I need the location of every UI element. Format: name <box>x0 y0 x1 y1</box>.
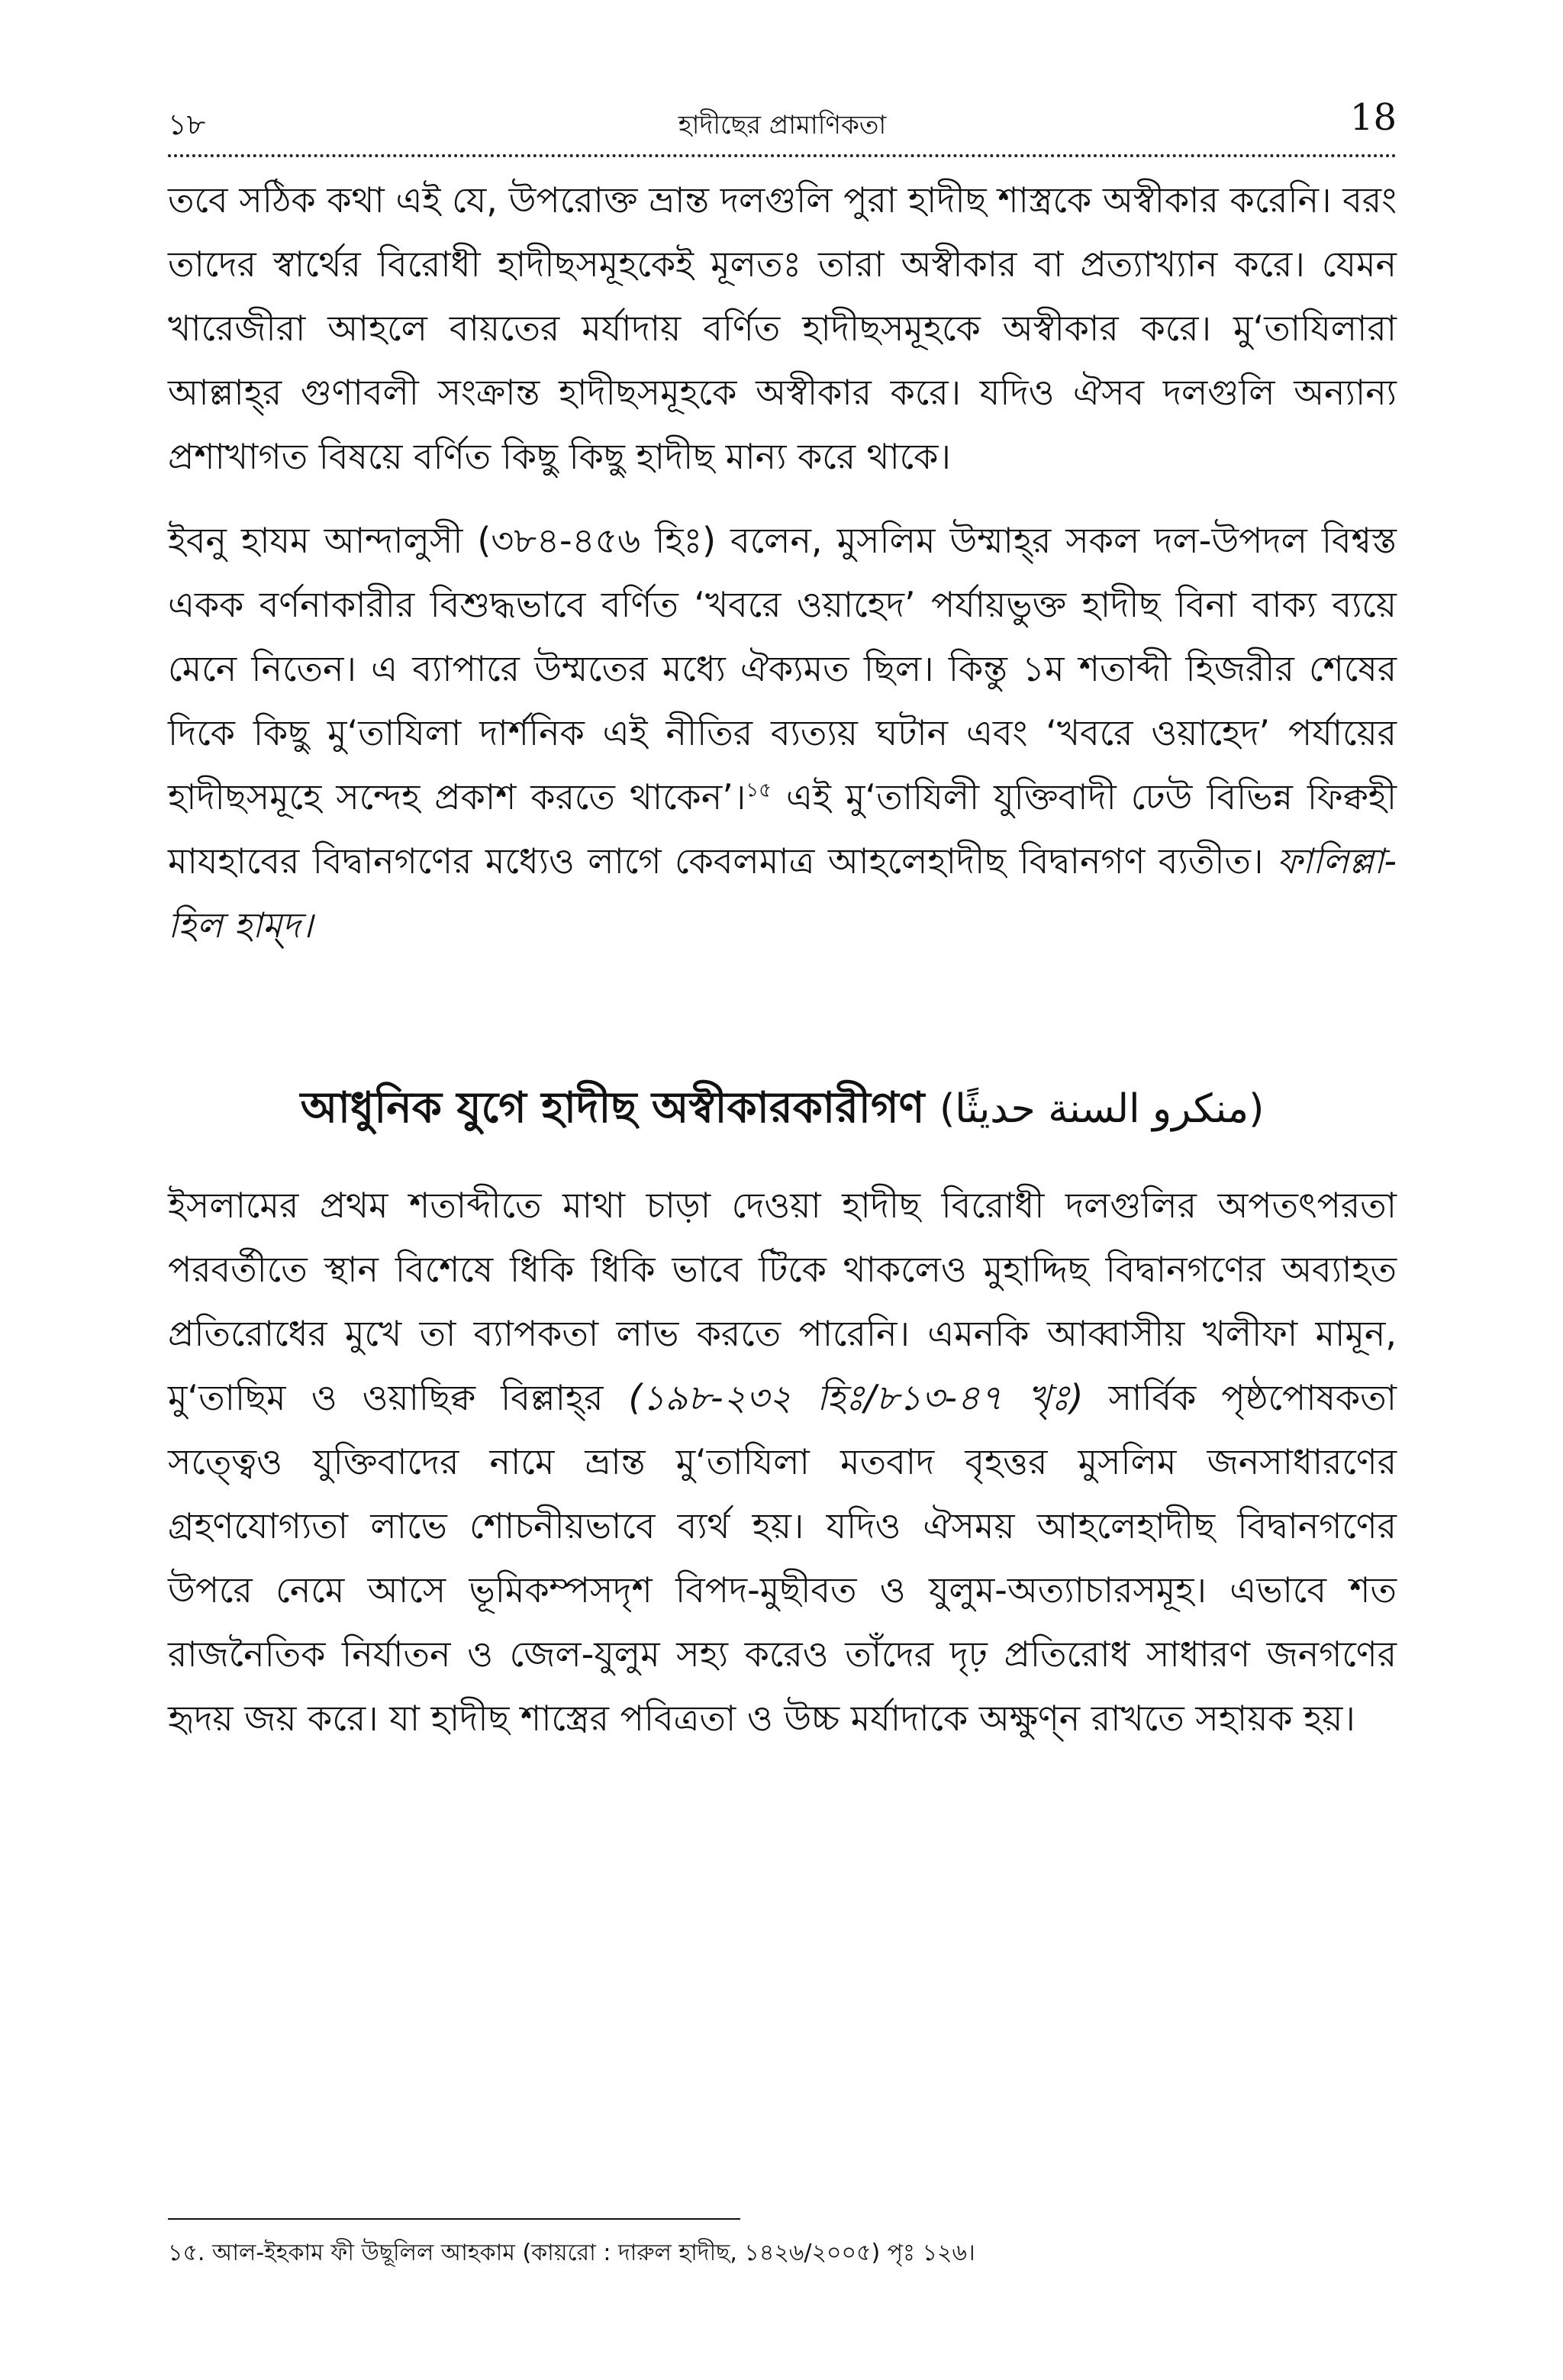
paragraph <box>168 168 1397 489</box>
paragraph <box>168 508 1397 957</box>
page-number: 18 <box>1349 96 1397 139</box>
footnote: ১৫. আল-ইহকাম ফী উছূলিল আহকাম (কায়রো : দারুল হাদীছ, ১৪২৬/২০০৫) পৃঃ ১২৬। <box>168 2240 975 2266</box>
book-page <box>168 92 1397 2266</box>
footnote-rule <box>168 2218 740 2220</box>
paragraph-text: সার্বিক পৃষ্ঠপোষকতা সত্ত্বেও যুক্তিবাদের নামে ভ্রান্ত মু‘তাযিলা মতবাদ বৃহত্তর মুসলিম জনসাধারণের গ্রহণযোগ্যতা লাভে শোচনীয়ভাবে ব্যর্থ হয়। যদিও ঐসময় আহলেহাদীছ বিদ্বানগণের উপরে নেমে আসে ভূমিকম্পসদৃশ বিপদ-মুছীবত ও যুলুম-অত্যাচারসমূহ। এভাবে শত রাজনৈতিক নির্যাতন ও জেল-যুলুম সহ্য করেও তাঁদের দৃঢ় প্রতিরোধ সাধারণ জনগণের হৃদয় জয় করে। যা হাদীছ শাস্ত্রের পবিত্রতা ও উচ্চ মর্যাদাকে অক্ষুণ্ন রাখতে সহায়ক হয়। <box>168 1377 1397 1739</box>
section-intro <box>168 168 1397 957</box>
paragraph-text: (১৯৮-২৩২ হিঃ/৮১৩-৪৭ খৃঃ) <box>628 1377 1084 1418</box>
page-number-bengali: ১৮ <box>168 108 206 141</box>
paragraph-text: ফালিল্লা-হিল হাম্‌দ। <box>168 840 1397 946</box>
section-modern-era <box>168 1173 1397 1750</box>
running-title: হাদীছের প্রামাণিকতা <box>678 110 887 140</box>
paragraph <box>168 1173 1397 1750</box>
heading-arabic: (منكرو السنة حديثًا) <box>939 1086 1265 1132</box>
body-text <box>168 168 1397 1750</box>
heading-text: আধুনিক যুগে হাদীছ অস্বীকারকারীগণ <box>300 1083 925 1133</box>
section-heading <box>168 1072 1397 1146</box>
paragraph-text: ইসলামের প্রথম শতাব্দীতে মাথা চাড়া দেওয়া হাদীছ বিরোধী দলগুলির অপতৎপরতা পরবর্তীতে স্থান বিশেষে ধিকি ধিকি ভাবে টিকে থাকলেও মুহাদ্দিছ বিদ্বানগণের অব্যাহত প্রতিরোধের মুখে তা ব্যাপকতা লাভ করতে পারেনি। এমনকি আব্বাসীয় খলীফা মামূন, মু‘তাছিম ও ওয়াছিক্ব বিল্লাহ্‌র <box>168 1185 1397 1418</box>
paragraph-text: ইবনু হাযম আন্দালুসী (৩৮৪-৪৫৬ হিঃ) বলেন, মুসলিম উম্মাহ্‌র সকল দল-উপদল বিশ্বস্ত একক বর্ণনাকারীর বিশুদ্ধভাবে বর্ণিত ‘খবরে ওয়াহেদ’ পর্যায়ভুক্ত হাদীছ বিনা বাক্য ব্যয়ে মেনে নিতেন। এ ব্যাপারে উম্মতের মধ্যে ঐক্যমত ছিল। কিন্তু ১ম শতাব্দী হিজরীর শেষের দিকে কিছু মু‘তাযিলা দার্শনিক এই নীতির ব্যত্যয় ঘটান এবং ‘খবরে ওয়াহেদ’ পর্যায়ের হাদীছসমূহে সন্দেহ প্রকাশ করতে থাকেন’। <box>168 520 1397 818</box>
paragraph-text: তবে সঠিক কথা এই যে, উপরোক্ত ভ্রান্ত দলগুলি পুরা হাদীছ শাস্ত্রকে অস্বীকার করেনি। বরং তাদের স্বার্থের বিরোধী হাদীছসমূহকেই মূলতঃ তারা অস্বীকার বা প্রত্যাখ্যান করে। যেমন খারেজীরা আহলে বায়তের মর্যাদায় বর্ণিত হাদীছসমূহকে অস্বীকার করে। মু‘তাযিলারা আল্লাহ্‌র গুণাবলী সংক্রান্ত হাদীছসমূহকে অস্বীকার করে। যদিও ঐসব দলগুলি অন্যান্য প্রশাখাগত বিষয়ে বর্ণিত কিছু কিছু হাদীছ মান্য করে থাকে। <box>168 179 1397 477</box>
footnote-reference: ১৫ <box>746 779 772 802</box>
paragraph-text: এই মু‘তাযিলী যুক্তিবাদী ঢেউ বিভিন্ন ফিক্বহী মাযহাবের বিদ্বানগণের মধ্যেও লাগে কেবলমাত্র আহলেহাদীছ বিদ্বানগণ ব্যতীত। <box>168 776 1397 882</box>
header-dotted-rule <box>168 154 1397 157</box>
running-header <box>168 92 1397 160</box>
